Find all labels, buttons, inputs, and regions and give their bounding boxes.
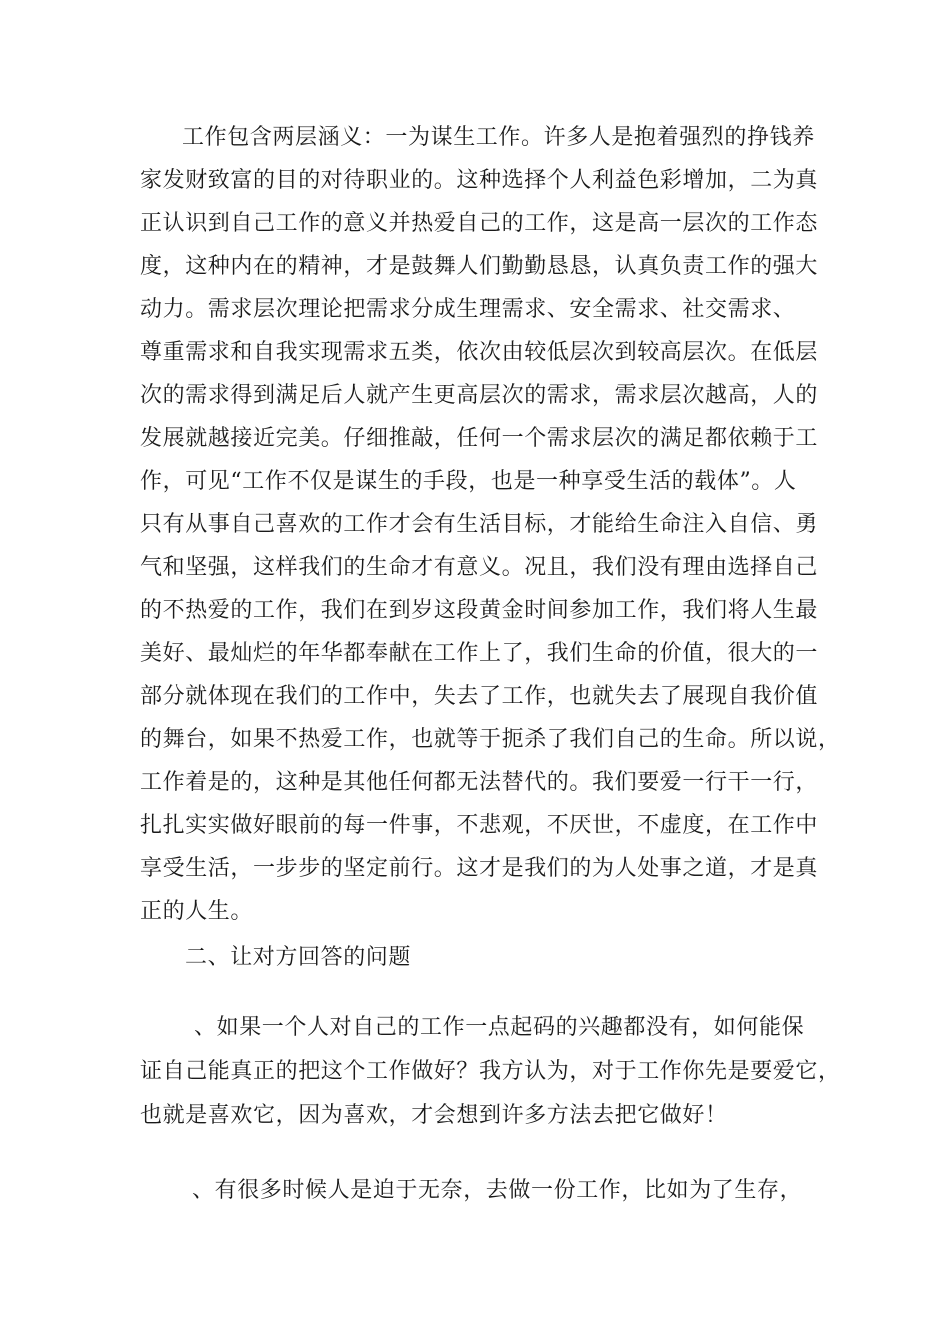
text-line: 作，可见“工作不仅是谋生的手段，也是一种享受生活的载体”。人 xyxy=(140,469,797,494)
text-line: 美好、最灿烂的年华都奉献在工作上了，我们生命的价值，很大的一 xyxy=(140,641,819,666)
text-line: 工作着是的，这种是其他任何都无法替代的。我们要爱一行干一行， xyxy=(140,770,819,795)
text-line: 也就是喜欢它，因为喜欢，才会想到许多方法去把它做好！ xyxy=(140,1103,728,1128)
text-line: 动力。需求层次理论把需求分成生理需求、安全需求、社交需求、 xyxy=(140,297,796,322)
text-line: 次的需求得到满足后人就产生更高层次的需求，需求层次越高，人的 xyxy=(140,383,819,408)
text-line: 的不热爱的工作，我们在到岁这段黄金时间参加工作，我们将人生最 xyxy=(140,598,819,623)
text-line: 家发财致富的目的对待职业的。这种选择个人利益色彩增加，二为真 xyxy=(140,168,819,193)
text-line: 发展就越接近完美。仔细推敲，任何一个需求层次的满足都依赖于工 xyxy=(140,426,819,451)
text-line: 正认识到自己工作的意义并热爱自己的工作，这是高一层次的工作态 xyxy=(140,211,819,236)
text-line: 只有从事自己喜欢的工作才会有生活目标，才能给生命注入自信、勇 xyxy=(140,512,819,537)
text-line: 正的人生。 xyxy=(140,899,254,924)
text-line: 度，这种内在的精神，才是鼓舞人们勤勤恳恳，认真负责工作的强大 xyxy=(140,254,819,279)
text-line: 扎扎实实做好眼前的每一件事，不悲观，不厌世，不虚度，在工作中 xyxy=(140,813,819,838)
text-line: 、如果一个人对自己的工作一点起码的兴趣都没有，如何能保 xyxy=(194,1015,805,1040)
section-heading: 二、让对方回答的问题 xyxy=(185,945,412,970)
text-line: 工作包含两层涵义：一为谋生工作。许多人是抱着强烈的挣钱养 xyxy=(182,125,815,150)
text-line: 享受生活，一步步的坚定前行。这才是我们的为人处事之道，才是真 xyxy=(140,856,819,881)
text-line: 证自己能真正的把这个工作做好？我方认为，对于工作你先是要爱它， xyxy=(140,1059,841,1084)
text-line: 部分就体现在我们的工作中，失去了工作，也就失去了展现自我价值 xyxy=(140,684,819,709)
text-line: 气和坚强，这样我们的生命才有意义。况且，我们没有理由选择自己 xyxy=(140,555,819,580)
text-line: 、有很多时候人是迫于无奈，去做一份工作，比如为了生存， xyxy=(192,1178,803,1203)
text-line: 尊重需求和自我实现需求五类，依次由较低层次到较高层次。在低层 xyxy=(140,340,819,365)
text-line: 的舞台，如果不热爱工作，也就等于扼杀了我们自己的生命。所以说， xyxy=(140,727,841,752)
